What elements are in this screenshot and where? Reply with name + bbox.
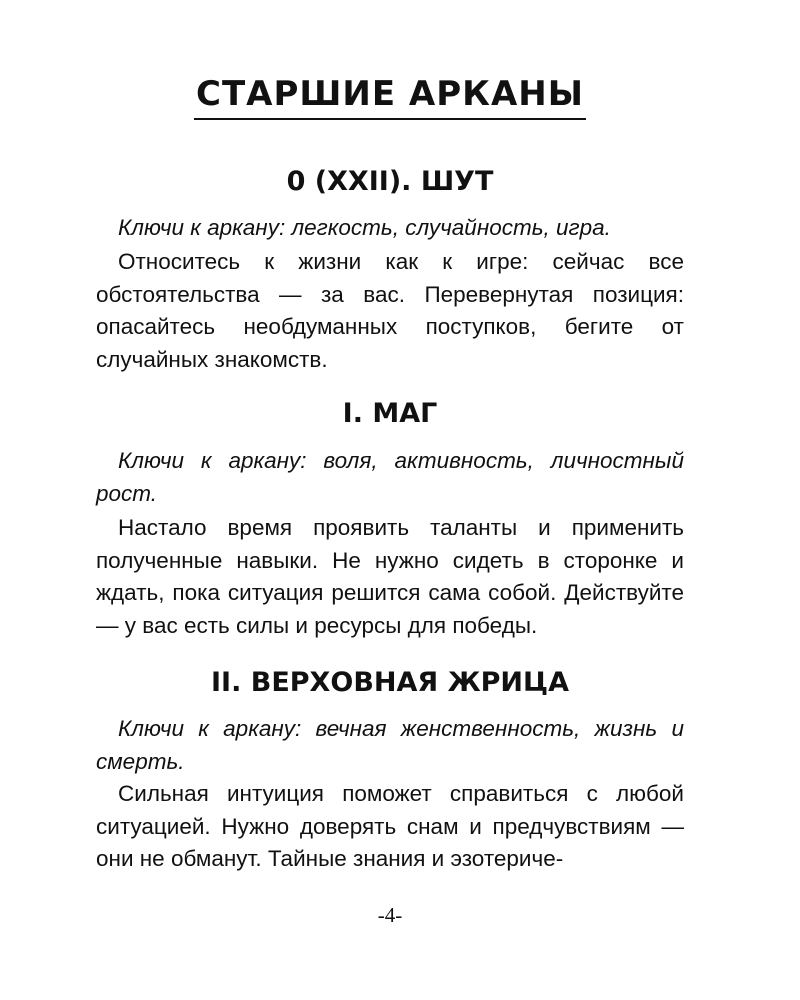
section-title-magician: I. МАГ bbox=[342, 398, 438, 429]
page-number: -4- bbox=[377, 903, 403, 927]
book-page bbox=[96, 0, 684, 1000]
section-text-fool: Относитесь к жизни как к игре: сейчас все обстоятельства — за вас. Перевернутая позиция: опасайтесь необдуманных поступков, бегите от случайных знакомств. bbox=[96, 249, 684, 372]
page-title bbox=[96, 72, 684, 120]
section-text-high-priestess: Сильная интуиция поможет справиться с любой ситуацией. Нужно доверять снам и предчувствиям — они не обманут. Тайные знания и эзотериче- bbox=[96, 781, 684, 871]
section-title-fool: 0 (XXII). ШУТ bbox=[286, 166, 494, 197]
page-title-text: СТАРШИЕ АРКАНЫ bbox=[194, 72, 586, 120]
section-title-high-priestess: II. ВЕРХОВНАЯ ЖРИЦА bbox=[211, 667, 569, 698]
section-text-magician: Настало время проявить таланты и применить полученные навыки. Не нужно сидеть в сторонке и ждать, пока ситуация решится сама собой. Действуйте — у вас есть силы и ресурсы для победы. bbox=[96, 515, 684, 638]
section-keys-high-priestess: Ключи к аркану: вечная женственность, жизнь и смерть. bbox=[96, 716, 684, 774]
section-keys-fool: Ключи к аркану: легкость, случайность, игра. bbox=[118, 215, 611, 240]
section-keys-magician: Ключи к аркану: воля, активность, личностный рост. bbox=[96, 448, 684, 506]
